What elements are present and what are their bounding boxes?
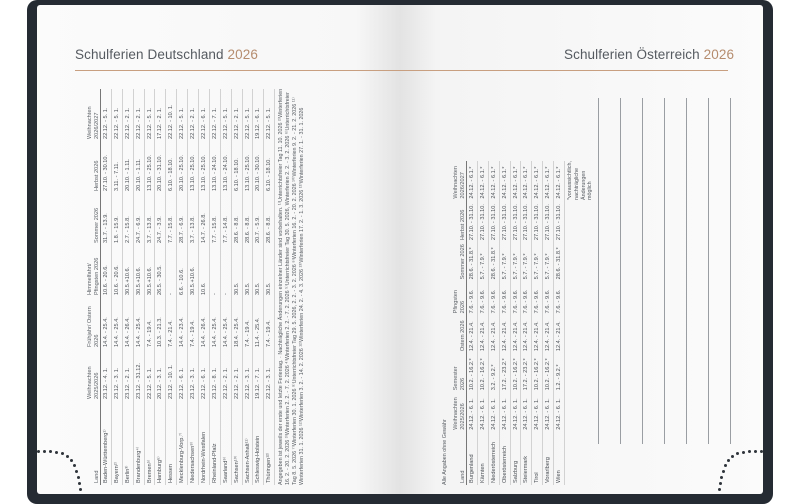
date-cell: 14.4. - 26.4. [199, 297, 210, 349]
de-header-6: Weihnachten 2026/2027 [87, 106, 100, 139]
page-title-germany: Schulferien Deutschland 2026 [75, 47, 258, 62]
date-cell: 24.12. - 6.1.* [499, 161, 510, 201]
title-rule [75, 70, 400, 71]
date-cell: 12.4. - 21.4. [554, 315, 565, 353]
at-header-0: Land [459, 470, 466, 483]
date-cell: 24.12. - 6.1.* [543, 161, 554, 201]
date-cell: 20.10. - 1.11. [122, 141, 133, 193]
date-cell: 7.6. - 9.6. [499, 281, 510, 315]
table-row [264, 89, 275, 485]
land-cell: Bayern²⁾ [111, 401, 122, 485]
date-cell: 27.10. - 31.10. [532, 201, 543, 243]
date-cell: 12.4. - 21.4. [521, 315, 532, 353]
date-cell: 7.7. - 14.8. [220, 193, 231, 245]
binding-dot [727, 459, 730, 462]
binding-dot [742, 451, 745, 454]
date-cell: 7.6. - 9.6. [543, 281, 554, 315]
date-cell: 3.7. - 13.8. [144, 193, 155, 245]
land-cell: Berlin³⁾ [122, 401, 133, 485]
austria-footer: Alle Angaben ohne Gewähr [442, 419, 448, 485]
table-row [521, 161, 532, 485]
table-row [133, 89, 144, 485]
date-cell: 31.7. - 13.9. [101, 193, 112, 245]
date-cell: 22.12. - 5. 1. [177, 89, 188, 141]
binding-dot [77, 476, 80, 479]
date-cell: 22.12. - 7. 1. [209, 89, 220, 141]
date-cell: 22.12. - 5. 1. [264, 89, 275, 141]
date-cell: 14.4. - 25.4. [101, 297, 112, 349]
binding-dot [73, 464, 76, 467]
date-cell: 1.8. - 15.9. [111, 193, 122, 245]
date-cell: 30.5.+10.6. [144, 245, 155, 297]
date-cell: 14.4. - 25.4. [209, 297, 220, 349]
date-cell: 13.10. - 25.10. [242, 141, 253, 193]
date-cell: 30.5. [242, 245, 253, 297]
date-cell: 18.4. - 25.4. [231, 297, 242, 349]
table-row [188, 89, 199, 485]
date-cell: 12.4. - 21.4. [532, 315, 543, 353]
date-cell: 13.10. - 24.10. [209, 141, 220, 193]
date-cell: 22.12. - 5. 1. [220, 89, 231, 141]
date-cell: 23.12. - 2. 1. [122, 349, 133, 401]
date-cell: 7.4. - 19.4. [188, 297, 199, 349]
land-cell: Mecklenburg-Vorp.⁷⁾ [177, 401, 188, 485]
date-cell: 22.12. - 2. 1. [231, 349, 242, 401]
table-row [220, 89, 231, 485]
date-cell: 7.7. - 15.8. [209, 193, 220, 245]
land-cell: Steiermark [521, 432, 532, 485]
land-cell: Sachsen¹⁰⁾ [231, 401, 242, 485]
date-cell: 20.7. - 5.9. [253, 193, 264, 245]
date-cell: 27.10. - 31.10. [521, 201, 532, 243]
table-row [209, 89, 220, 485]
date-cell: 5.7. - 7.9.* [499, 242, 510, 281]
binding-dot [78, 482, 81, 485]
date-cell: 12.4. - 21.4. [543, 315, 554, 353]
date-cell: 24.12. - 6. 1. [499, 392, 510, 431]
table-row [477, 161, 488, 485]
table-row [166, 89, 177, 485]
date-cell: 7.4. - 19.4. [264, 297, 275, 349]
date-cell: 24.12. - 6. 1. [488, 392, 499, 431]
date-cell: 5.7. - 7.9.* [532, 242, 543, 281]
date-cell: 10.6. [199, 245, 210, 297]
date-cell: 30.5. [253, 245, 264, 297]
date-cell: 24.12. - 6. 1. [543, 392, 554, 431]
date-cell: 20.10. - 31.10. [155, 141, 166, 193]
germany-holiday-table [74, 87, 305, 485]
date-cell: 27.10. - 31.10. [467, 201, 478, 243]
land-cell: Niedersachsen⁸⁾ [188, 401, 199, 485]
binding-dot [760, 450, 763, 453]
date-cell: 17.2. - 23.2.* [521, 353, 532, 392]
binding-dot [724, 464, 727, 467]
binding-dot [719, 482, 722, 485]
date-cell: 10.2. - 16.2.* [477, 353, 488, 392]
binding-dot [720, 476, 723, 479]
date-cell: 23.12. - 3. 1. [111, 349, 122, 401]
date-cell: 12.4. - 21.4. [510, 315, 521, 353]
at-header-4: Pfingsten 2026 [453, 290, 466, 314]
at-header-6: Herbst 2026 [459, 209, 466, 241]
date-cell: 23.12. - 4. 1. [101, 349, 112, 401]
date-cell: 24.12. - 6.1.* [554, 161, 565, 201]
table-row [554, 161, 565, 485]
date-cell: - [166, 245, 177, 297]
date-cell: 24.7. - 3.9. [155, 193, 166, 245]
date-cell: 7.4. - 21.4. [166, 297, 177, 349]
land-cell: Salzburg [510, 432, 521, 485]
date-cell: 22.12. - 5. 1. [242, 89, 253, 141]
land-cell: Tirol [532, 432, 543, 485]
date-cell: 7.6. - 9.6. [510, 281, 521, 315]
date-cell: 22.12. - 5. 1. [101, 89, 112, 141]
land-cell: Saarland⁹⁾ [220, 401, 231, 485]
table-row [242, 89, 253, 485]
land-cell: Nordrhein-Westfalen [199, 401, 210, 485]
date-cell: 7.7. - 15.8. [166, 193, 177, 245]
table-row [177, 89, 188, 485]
left-page [37, 5, 400, 494]
date-cell: 24.12. - 6.1.* [521, 161, 532, 201]
land-cell: Thüringen¹²⁾ [264, 401, 275, 485]
date-cell: 27.10. - 30.10. [101, 141, 112, 193]
table-row [122, 89, 133, 485]
date-cell: 30.5. [264, 245, 275, 297]
date-cell: 5.7. - 7.9.* [521, 242, 532, 281]
date-cell: 30.5.+10.6. [133, 245, 144, 297]
date-cell: 14.4. - 26.4. [122, 297, 133, 349]
date-cell: 28.6. - 31.8.* [554, 242, 565, 281]
date-cell: 22.12. - 6. 1. [199, 89, 210, 141]
table-row [253, 89, 264, 485]
germany-footnotes: Angegeben ist jeweils der erste und letzte Ferientag. · Nachträgliche Änderungen einzelner Länder sind vorbehalten. ¹⁾Unterrichtsfreier Tag 11. 10. 2026 ²⁾Winterferien 16. 2. - 20. 2. 2026 ³⁾Winterferien 2. 2. - 7. 2. 2026 ⁴⁾Winterferien 2. 2. - 7. 2. 2026 ⁵⁾Unterrichtsfreier Tag 30. 5. 2026, Winterferien 2. 2. - 3. 2. 2026 ⁶⁾Unterrichtsfreier Tag 8. 5. 2026 ⁷⁾Winterferien 30. 1. 2026 ⁸⁾Unterrichtsfreier Tag 29. 5. 2026, 2. 2. - 3. 2. 2026 ⁹⁾Winterferien 16. 2. - 20. 2. 2026 ¹⁰⁾Winterferien 9. 2. - 21. 2. 2026 ¹¹⁾Winterferien 31. 1. 2026 ¹²⁾Winterferien 3. 2. - 14. 2. 2026 ¹²⁾Winterferien 24. 2. - 4. 3. 2026 ¹³⁾Winterferien 17. 2. - 1. 3. 2026 ¹³⁾Winterferien 27. 1. - 31. 1. 2026 [278, 88, 305, 485]
date-cell: 28.6. - 31.8.* [488, 242, 499, 281]
date-cell: 27.10. - 31.10. [488, 201, 499, 243]
date-cell: 7.4. - 19.4. [144, 297, 155, 349]
date-cell: 28.7. - 6.9. [177, 193, 188, 245]
date-cell: 5.7. - 7.9.* [477, 242, 488, 281]
table-row [543, 161, 554, 485]
austria-holiday-table [440, 161, 594, 485]
date-cell: 20.10. - 25.10. [177, 141, 188, 193]
table-row [111, 89, 122, 485]
binding-dot [43, 450, 46, 453]
date-cell: 22.12. - 2. 1. [231, 89, 242, 141]
date-cell: 14.4. - 25.4. [111, 297, 122, 349]
date-cell: 12.4. - 21.4. [488, 315, 499, 353]
de-header-5: Herbst 2026 [93, 160, 100, 191]
de-header-3: Himmelfahrt/ Pfingsten 2026 [87, 257, 100, 295]
date-cell: 23.12. - 8. 1. [209, 349, 220, 401]
date-cell: - [220, 245, 231, 297]
date-cell: 22.12. - 6. 1. [177, 349, 188, 401]
date-cell: 6.10. - 18.10. [231, 141, 242, 193]
date-cell: 30.5.+10.6. [188, 245, 199, 297]
date-cell: 22.12. - 6. 1. [199, 349, 210, 401]
date-cell: 12.4. - 21.4. [467, 315, 478, 353]
date-cell: 27.10. - 31.10. [477, 201, 488, 243]
binding-dot [75, 470, 78, 473]
land-cell: Kärnten [477, 432, 488, 485]
date-cell: 10.3. - 21.3. [155, 297, 166, 349]
austria-footer-wrap [442, 419, 449, 485]
date-cell: 10.2. - 16.2.* [510, 353, 521, 392]
date-cell: 24.12. - 6.1.* [477, 161, 488, 201]
at-header-3: Ostern 2026 [459, 320, 466, 352]
land-cell: Rheinland-Pfalz [209, 401, 220, 485]
date-cell: 10.2. - 16.2.* [543, 353, 554, 392]
date-cell: - [209, 245, 220, 297]
date-cell: 17.2. - 23.2.* [499, 353, 510, 392]
date-cell: 10.2. - 16.2.* [467, 353, 478, 392]
date-cell: 24.7. - 6.9. [133, 193, 144, 245]
date-cell: 7.4. - 19.4. [242, 297, 253, 349]
date-cell: 24.12. - 6. 1. [477, 392, 488, 431]
date-cell: 5.7. - 7.9.* [543, 242, 554, 281]
at-header-2: Semester 2026 [453, 366, 466, 391]
de-header-1: Weihnachten 2025/2026 [87, 366, 100, 399]
date-cell: 22.12. - 2. 1. [188, 89, 199, 141]
land-cell: Hessen [166, 401, 177, 485]
binding-dot [722, 470, 725, 473]
at-header-1: Weihnachten 2025/2026 [453, 397, 466, 430]
date-cell: 22.12. - 5. 1. [144, 89, 155, 141]
date-cell: 22.12. - 2. 1. [220, 349, 231, 401]
date-cell: 13.10. - 24.10. [220, 141, 231, 193]
de-header-0: Land [93, 470, 100, 483]
date-cell: 28.6. - 8.8. [231, 193, 242, 245]
date-cell: 11.4. - 25.4. [253, 297, 264, 349]
date-cell: 7.6. - 9.6. [467, 281, 478, 315]
date-cell: 6.6. - 10.6. [177, 245, 188, 297]
date-cell: 30.5. [231, 245, 242, 297]
land-cell: Burgenland [467, 432, 478, 485]
date-cell: 10.6. - 20.6. [101, 245, 112, 297]
land-cell: Oberösterreich [499, 432, 510, 485]
date-cell: 13.10. - 25.10. [199, 141, 210, 193]
date-cell: 19.12. - 6. 1. [253, 89, 264, 141]
de-header-4: Sommer 2026 [93, 207, 100, 243]
date-cell: 14.4. - 25.4. [220, 297, 231, 349]
table-row [155, 89, 166, 485]
date-cell: 22.12. - 2. 1. [122, 89, 133, 141]
date-cell: 14.7. - 26.8. [199, 193, 210, 245]
date-cell: 22.12. - 5. 1. [144, 349, 155, 401]
date-cell: 12.4. - 21.4. [477, 315, 488, 353]
binding-dot [55, 451, 58, 454]
land-cell: Sachsen-Anhalt¹¹⁾ [242, 401, 253, 485]
date-cell: 30.5.+10.6. [122, 245, 133, 297]
date-cell: 3.2. - 9.2.* [488, 353, 499, 392]
date-cell: 23.12. - 31.12. [133, 349, 144, 401]
binding-dot [754, 450, 757, 453]
table-row [510, 161, 521, 485]
austria-note: *voraussichtlich, nachträgliche Änderungen möglich [567, 161, 594, 200]
at-header-7: Weihnachten 2026/2027 [453, 166, 466, 199]
date-cell: 23.12. - 3. 1. [188, 349, 199, 401]
binding-dot [79, 488, 82, 491]
date-cell: 13.10. - 25.10. [188, 141, 199, 193]
land-cell: Baden-Württemberg¹⁾ [101, 401, 112, 485]
date-cell: 6.10. - 18.10. [264, 141, 275, 193]
page-title-austria: Schulferien Österreich 2026 [564, 47, 735, 62]
date-cell: 12.4. - 21.4. [499, 315, 510, 353]
table-row [144, 89, 155, 485]
date-cell: 5.7. - 7.9.* [510, 242, 521, 281]
note-lines [598, 98, 733, 444]
title-rule-right [400, 70, 728, 71]
date-cell: 26.5. - 30.5. [155, 245, 166, 297]
table-row [499, 161, 510, 485]
date-cell: 24.12. - 6.1.* [467, 161, 478, 201]
binding-dot [748, 450, 751, 453]
binding-dot [66, 455, 69, 458]
date-cell: 28.6. - 8.8. [242, 193, 253, 245]
date-cell: 27.10. - 31.10. [554, 201, 565, 243]
land-cell: Wien [554, 432, 565, 485]
date-cell: 24.12. - 6. 1. [554, 392, 565, 431]
date-cell: 19.12. - 7. 1. [253, 349, 264, 401]
date-cell: 27.10. - 31.10. [543, 201, 554, 243]
date-cell: 24.12. - 6.1.* [510, 161, 521, 201]
land-cell: Brandenburg⁴⁾ [133, 401, 144, 485]
table-row [199, 89, 210, 485]
date-cell: 10.6. - 20.6. [111, 245, 122, 297]
binding-dot [731, 455, 734, 458]
date-cell: 22.12. - 3. 1. [264, 349, 275, 401]
date-cell: 20.10. - 30.10. [253, 141, 264, 193]
binding-dot [37, 450, 40, 453]
date-cell: 1.2. - 9.2.* [554, 353, 565, 392]
date-cell: 6.10. - 18.10. [166, 141, 177, 193]
date-cell: 22.12. - 3. 1. [242, 349, 253, 401]
date-cell: 10.2. - 16.2.* [532, 353, 543, 392]
date-cell: 24.12. - 6. 1. [467, 392, 478, 431]
table-row [532, 161, 543, 485]
date-cell: 24.12. - 6.1.* [532, 161, 543, 201]
date-cell: 7.6. - 9.6. [488, 281, 499, 315]
binding-dot [49, 450, 52, 453]
table-row [488, 161, 499, 485]
date-cell: 28.6. - 31.8.* [467, 242, 478, 281]
date-cell: 7.6. - 9.6. [477, 281, 488, 315]
date-cell: 7.6. - 9.6. [554, 281, 565, 315]
date-cell: 7.6. - 9.6. [521, 281, 532, 315]
land-cell: Vorarlberg [543, 432, 554, 485]
date-cell: 7.6. - 9.6. [532, 281, 543, 315]
date-cell: 27.10. - 31.10. [499, 201, 510, 243]
date-cell: 22.12. - 10. 1. [166, 89, 177, 141]
land-cell: Schleswig-Holstein [253, 401, 264, 485]
date-cell: 23.12. - 10. 1. [166, 349, 177, 401]
date-cell: 20.12. - 3. 1. [155, 349, 166, 401]
de-header-2: Frühjahr/ Ostern 2026 [87, 306, 100, 347]
date-cell: 3.7. - 13.8. [188, 193, 199, 245]
land-cell: Bremen⁵⁾ [144, 401, 155, 485]
binding-dot [718, 488, 721, 491]
land-cell: Niederösterreich [488, 432, 499, 485]
date-cell: 24.12. - 6. 1. [510, 392, 521, 431]
date-cell: 24.12. - 6. 1. [532, 392, 543, 431]
date-cell: 24.12. - 6. 1. [521, 392, 532, 431]
binding-dot [70, 459, 73, 462]
date-cell: 14.4. - 23.4. [177, 297, 188, 349]
date-cell: 3.11. - 7.11. [111, 141, 122, 193]
table-row [467, 161, 478, 485]
date-cell: 22.12. - 5. 1. [111, 89, 122, 141]
table-row [231, 89, 242, 485]
date-cell: 2.7. - 15.8. [122, 193, 133, 245]
land-cell: Hamburg⁶⁾ [155, 401, 166, 485]
date-cell: 28.6. - 8.8. [264, 193, 275, 245]
binding-dot [61, 452, 64, 455]
date-cell: 13.10. - 25.10. [144, 141, 155, 193]
binding-dot [736, 452, 739, 455]
date-cell: 17.12. - 2. 1. [155, 89, 166, 141]
table-row [101, 89, 112, 485]
date-cell: 20.10. - 1.11. [133, 141, 144, 193]
date-cell: 24.12. - 6.1.* [488, 161, 499, 201]
date-cell: 14.4. - 25.4. [133, 297, 144, 349]
date-cell: 22.12. - 2. 1. [133, 89, 144, 141]
date-cell: 27.10. - 31.10. [510, 201, 521, 243]
at-header-5: Sommer 2026 [459, 244, 466, 280]
